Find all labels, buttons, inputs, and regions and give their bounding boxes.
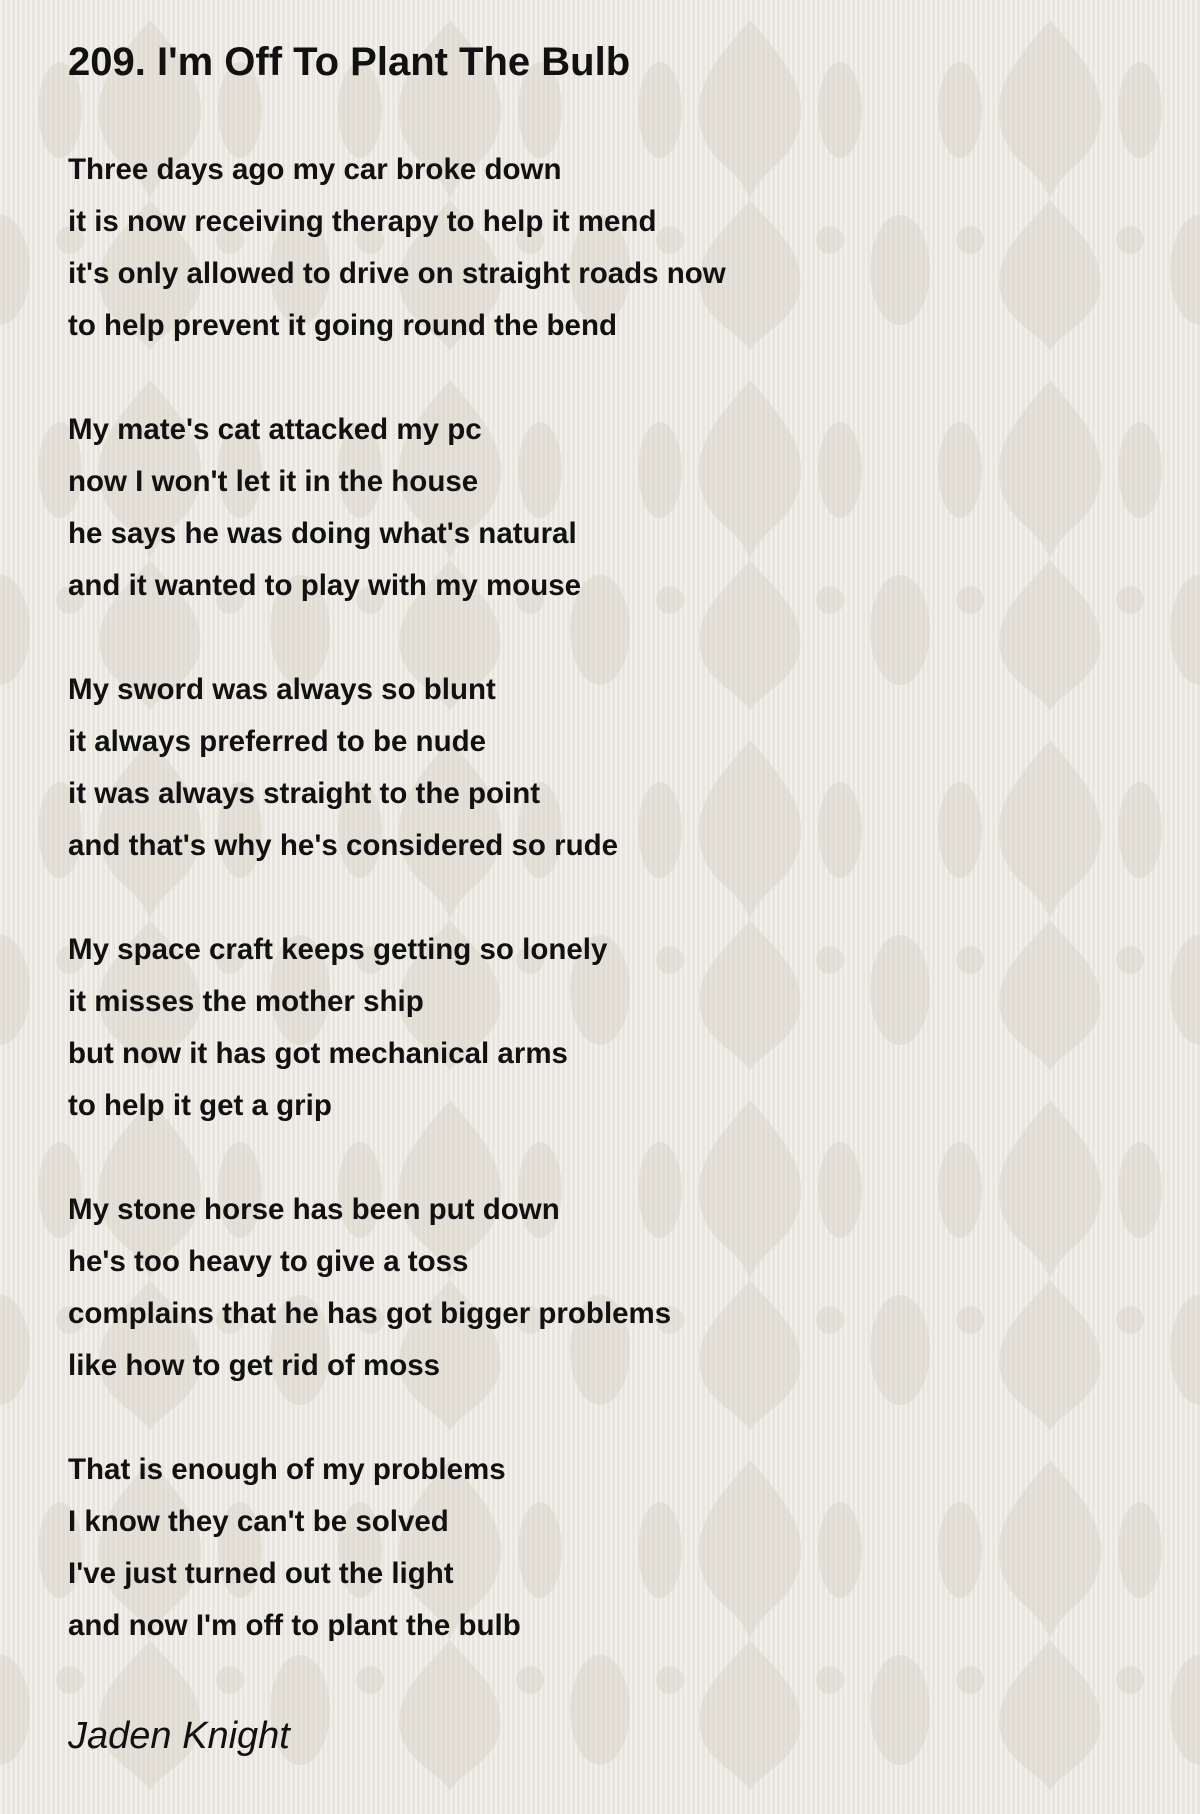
poem-line: complains that he has got bigger problems xyxy=(68,1297,672,1330)
poem-title: 209. I'm Off To Plant The Bulb xyxy=(68,40,631,84)
poem-line: to help prevent it going round the bend xyxy=(68,309,617,342)
poem-line: I've just turned out the light xyxy=(68,1557,454,1590)
poem-line: now I won't let it in the house xyxy=(68,465,479,498)
poem-line: it always preferred to be nude xyxy=(68,725,487,758)
poem-stanza xyxy=(68,664,1128,872)
poem-line: and it wanted to play with my mouse xyxy=(68,569,582,602)
poem-body xyxy=(68,144,1128,1652)
poem-line: My stone horse has been put down xyxy=(68,1193,560,1226)
poem-stanza xyxy=(68,144,1128,352)
poem-line: like how to get rid of moss xyxy=(68,1349,441,1382)
poem-line: My space craft keeps getting so lonely xyxy=(68,933,608,966)
poem-line: My mate's cat attacked my pc xyxy=(68,413,482,446)
poem-line: but now it has got mechanical arms xyxy=(68,1037,568,1070)
poem-line: it is now receiving therapy to help it mend xyxy=(68,205,657,238)
poem-stanza xyxy=(68,404,1128,612)
poem-line: to help it get a grip xyxy=(68,1089,332,1122)
poem-line: it was always straight to the point xyxy=(68,777,541,810)
poem-line: That is enough of my problems xyxy=(68,1453,506,1486)
poem-stanza xyxy=(68,924,1128,1132)
poem-line: and that's why he's considered so rude xyxy=(68,829,619,862)
poem-author: Jaden Knight xyxy=(68,1715,290,1757)
poem-stanza xyxy=(68,1184,1128,1392)
poem-line: My sword was always so blunt xyxy=(68,673,496,706)
poem-line: he's too heavy to give a toss xyxy=(68,1245,469,1278)
poem-stanza xyxy=(68,1444,1128,1652)
poem-line: it misses the mother ship xyxy=(68,985,424,1018)
poem-line: it's only allowed to drive on straight roads now xyxy=(68,257,726,290)
poem-line: Three days ago my car broke down xyxy=(68,153,562,186)
poem-line: and now I'm off to plant the bulb xyxy=(68,1609,521,1642)
poem-line: I know they can't be solved xyxy=(68,1505,449,1538)
poem-line: he says he was doing what's natural xyxy=(68,517,577,550)
poem-page xyxy=(68,38,1128,1760)
